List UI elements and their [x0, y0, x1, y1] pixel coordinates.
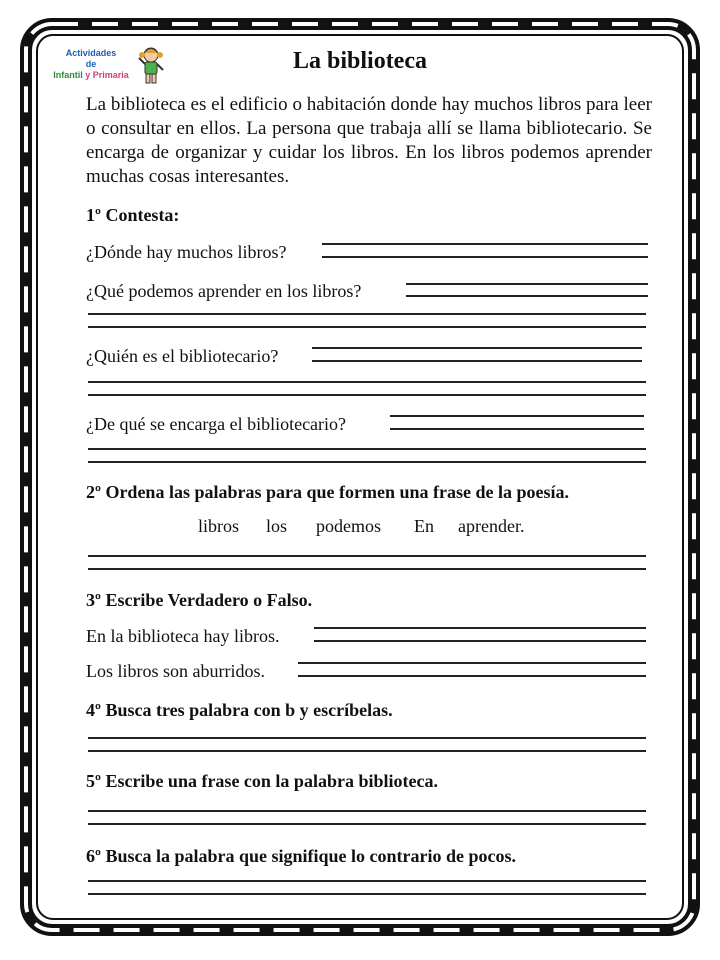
answer-line[interactable] [314, 640, 646, 642]
logo-line1: Actividades [65, 48, 117, 58]
question-4: ¿De qué se encarga el bibliotecario? [86, 414, 347, 434]
answer-line[interactable] [312, 360, 642, 362]
logo-word-primaria: Primaria [92, 70, 129, 80]
answer-line[interactable] [322, 256, 648, 258]
answer-line[interactable] [88, 555, 646, 557]
question-1: ¿Dónde hay muchos libros? [86, 242, 287, 262]
page-title: La biblioteca [292, 48, 427, 74]
section1-heading: 1º Contesta: [86, 205, 180, 225]
answer-line[interactable] [322, 243, 648, 245]
answer-line[interactable] [298, 675, 646, 677]
logo-word-y: y [85, 70, 91, 80]
section3-heading: 3º Escribe Verdadero o Falso. [86, 590, 313, 610]
answer-line[interactable] [390, 415, 644, 417]
section4-heading: 4º Busca tres palabra con b y escríbelas. [86, 700, 393, 720]
answer-line[interactable] [312, 347, 642, 349]
answer-line[interactable] [88, 893, 646, 895]
answer-line[interactable] [88, 394, 646, 396]
word-3: podemos [316, 516, 381, 536]
word-2: los [266, 516, 288, 536]
answer-line[interactable] [88, 737, 646, 739]
answer-line[interactable] [88, 326, 646, 328]
answer-line[interactable] [88, 810, 646, 812]
statement-1: En la biblioteca hay libros. [86, 626, 280, 646]
answer-line[interactable] [88, 381, 646, 383]
answer-line[interactable] [88, 313, 646, 315]
section5-heading: 5º Escribe una frase con la palabra biblioteca. [86, 771, 438, 791]
answer-line[interactable] [406, 295, 648, 297]
question-3: ¿Quién es el bibliotecario? [86, 346, 279, 366]
answer-line[interactable] [406, 283, 648, 285]
word-5: aprender. [458, 516, 525, 536]
section2-heading: 2º Ordena las palabras para que formen una frase de la poesía. [86, 482, 569, 502]
word-1: libros [198, 516, 240, 536]
logo-line2: de [85, 59, 97, 69]
answer-line[interactable] [298, 662, 646, 664]
logo-word-infantil: Infantil [53, 70, 83, 80]
answer-line[interactable] [88, 880, 646, 882]
answer-line[interactable] [88, 461, 646, 463]
section6-heading: 6º Busca la palabra que signifique lo contrario de pocos. [86, 846, 516, 866]
word-4: En [414, 516, 434, 536]
answer-line[interactable] [88, 568, 646, 570]
answer-line[interactable] [88, 750, 646, 752]
intro-paragraph: La biblioteca es el edificio o habitación donde hay muchos libros para leer o consultar en ellos. La persona que trabaja allí se llama bibliotecario. Se encarga de organizar y cuidar los libros. En los libros podemos aprender muchas cosas interesantes. [86, 94, 652, 187]
answer-line[interactable] [88, 823, 646, 825]
statement-2: Los libros son aburridos. [86, 661, 265, 681]
answer-line[interactable] [88, 448, 646, 450]
question-2: ¿Qué podemos aprender en los libros? [86, 281, 362, 301]
answer-line[interactable] [314, 627, 646, 629]
answer-line[interactable] [390, 428, 644, 430]
